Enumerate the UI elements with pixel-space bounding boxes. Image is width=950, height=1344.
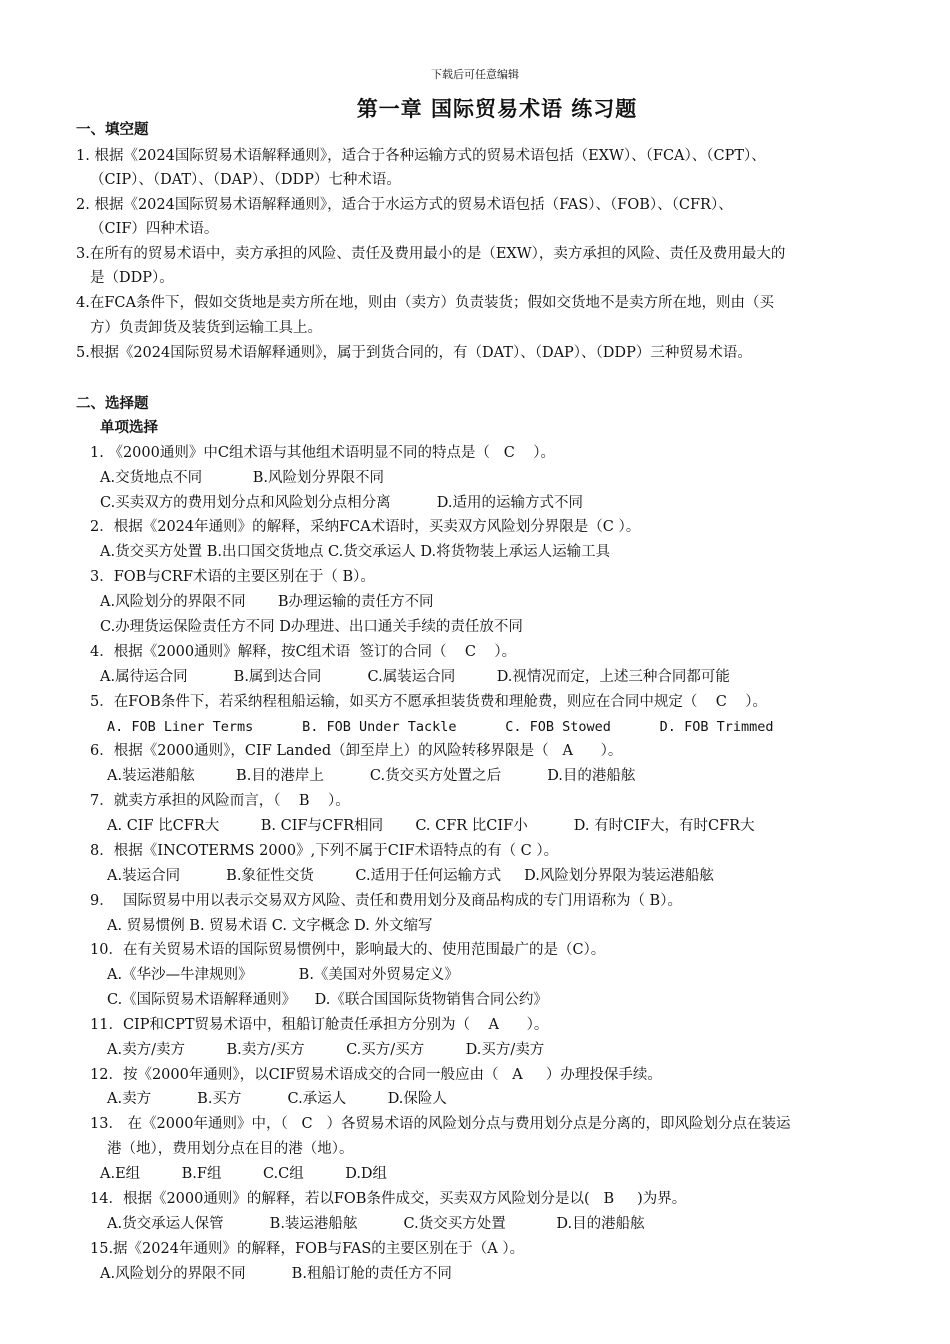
option-line: C.买卖双方的费用划分点和风险划分点相分离 D.适用的运输方式不同	[100, 495, 583, 511]
fill-line: 3.在所有的贸易术语中，卖方承担的风险、责任及费用最小的是（EXW），卖方承担的风险、责任及费用最大的	[76, 246, 786, 262]
question-line: 2．根据《2024年通则》的解释，采纳FCA术语时，买卖双方风险划分界限是（C ）。	[90, 519, 641, 535]
question-line: 6．根据《2000通则》，CIF Landed（卸至岸上）的风险转移界限是（ A ）。	[90, 743, 623, 759]
question-line: 4．根据《2000通则》解释，按C组术语 签订的合同（ C ）。	[90, 644, 517, 660]
page-title: 第一章 国际贸易术语 练习题	[356, 96, 638, 121]
option-line: A.风险划分的界限不同 B.租船订舱的责任方不同	[100, 1266, 452, 1282]
option-line: A.E组 B.F组 C.C组 D.D组	[100, 1166, 388, 1182]
option-line: A.卖方/卖方 B.卖方/买方 C.买方/买方 D.买方/卖方	[107, 1042, 545, 1058]
fill-line: 4.在FCA条件下，假如交货地是卖方所在地，则由（卖方）负责装货；假如交货地不是卖方所在地，则由（买	[76, 295, 774, 311]
fill-line: 2. 根据《2024国际贸易术语解释通则》，适合于水运方式的贸易术语包括（FAS）、（FOB）、（CFR）、	[76, 197, 733, 213]
fill-line: 1. 根据《2024国际贸易术语解释通则》，适合于各种运输方式的贸易术语包括（EXW）、（FCA）、（CPT）、	[76, 148, 766, 164]
question-line: 5．在FOB条件下，若采纳程租船运输，如买方不愿承担装货费和理舱费，则应在合同中规定（ C ）。	[90, 694, 768, 710]
question-line: 7．就卖方承担的风险而言，（ B ）。	[90, 793, 350, 809]
subheading-single-choice: 单项选择	[100, 419, 158, 436]
section-heading-choice: 二、选择题	[76, 395, 149, 412]
option-line: A. CIF 比CFR大 B. CIF与CFR相同 C. CFR 比CIF小 D. 有时CIF大，有时CFR大	[107, 818, 755, 834]
question-line-cont: 港（地），费用划分点在目的港（地）。	[107, 1141, 354, 1157]
question-line: 8．根据《INCOTERMS 2000》,下列不属于CIF术语特点的有（ C ）。	[90, 843, 559, 859]
question-line: 14．根据《2000通则》的解释，若以FOB条件成交，买卖双方风险划分是以( B )为界。	[90, 1191, 687, 1207]
option-line: C.办理货运保险责任方不同 D办理进、出口通关手续的责任放不同	[100, 619, 523, 635]
option-line: C.《国际贸易术语解释通则》 D.《联合国国际货物销售合同公约》	[107, 992, 548, 1008]
option-line: A.卖方 B.买方 C.承运人 D.保险人	[107, 1091, 447, 1107]
section-heading-fill-blank: 一、填空题	[76, 121, 149, 138]
question-line: 11．CIP和CPT贸易术语中，租船订舱责任承担方分别为（ A ）。	[90, 1017, 549, 1033]
fill-line: 方）负责卸货及装货到运输工具上。	[90, 320, 322, 336]
question-line: 9． 国际贸易中用以表示交易双方风险、责任和费用划分及商品构成的专门用语称为（ B）。	[90, 893, 682, 909]
option-line: A.装运合同 B.象征性交货 C.适用于任何运输方式 D.风险划分界限为装运港船舷	[107, 868, 714, 884]
option-line: A.风险划分的界限不同 B办理运输的责任方不同	[100, 594, 434, 610]
question-line: 15.据《2024年通则》的解释，FOB与FAS的主要区别在于（A ）。	[90, 1241, 525, 1257]
question-line: 10．在有关贸易术语的国际贸易惯例中，影响最大的、使用范围最广的是（C）。	[90, 942, 606, 958]
top-note: 下载后可任意编辑	[431, 68, 519, 81]
option-line: A.交货地点不同 B.风险划分界限不同	[100, 470, 385, 486]
question-line: 1. 《2000通则》中C组术语与其他组术语明显不同的特点是（ C ）。	[90, 445, 556, 461]
option-line: A.属待运合同 B.属到达合同 C.属装运合同 D.视情况而定，上述三种合同都可能	[100, 669, 730, 685]
fill-line: 5.根据《2024国际贸易术语解释通则》，属于到货合同的，有（DAT）、（DAP）、（DDP）三种贸易术语。	[76, 345, 752, 361]
option-line: A.货交承运人保管 B.装运港船舷 C.货交买方处置 D.目的港船舷	[107, 1216, 645, 1232]
option-line: A. 贸易惯例 B. 贸易术语 C. 文字概念 D. 外文缩写	[107, 918, 433, 934]
option-line: A.《华沙—牛津规则》 B.《美国对外贸易定义》	[107, 967, 459, 983]
question-line: 12．按《2000年通则》，以CIF贸易术语成交的合同一般应由（ A ）办理投保手续。	[90, 1067, 662, 1083]
fill-line: 是（DDP）。	[90, 270, 174, 286]
question-line: 13． 在《2000年通则》中，（ C ）各贸易术语的风险划分点与费用划分点是分离的，即风险划分点在装运	[90, 1116, 791, 1132]
fill-line: （CIP）、（DAT）、（DAP）、（DDP）七种术语。	[90, 172, 401, 188]
option-line: A.装运港船舷 B.目的港岸上 C.货交买方处置之后 D.目的港船舷	[107, 768, 636, 784]
question-line: 3．FOB与CRF术语的主要区别在于（ B）。	[90, 569, 375, 585]
option-line: A.货交买方处置 B.出口国交货地点 C.货交承运人 D.将货物装上承运人运输工具	[100, 544, 611, 560]
option-line: A. FOB Liner Terms B. FOB Under Tackle C. FOB Stowed D. FOB Trimmed	[107, 719, 774, 735]
fill-line: （CIF）四种术语。	[90, 221, 219, 237]
